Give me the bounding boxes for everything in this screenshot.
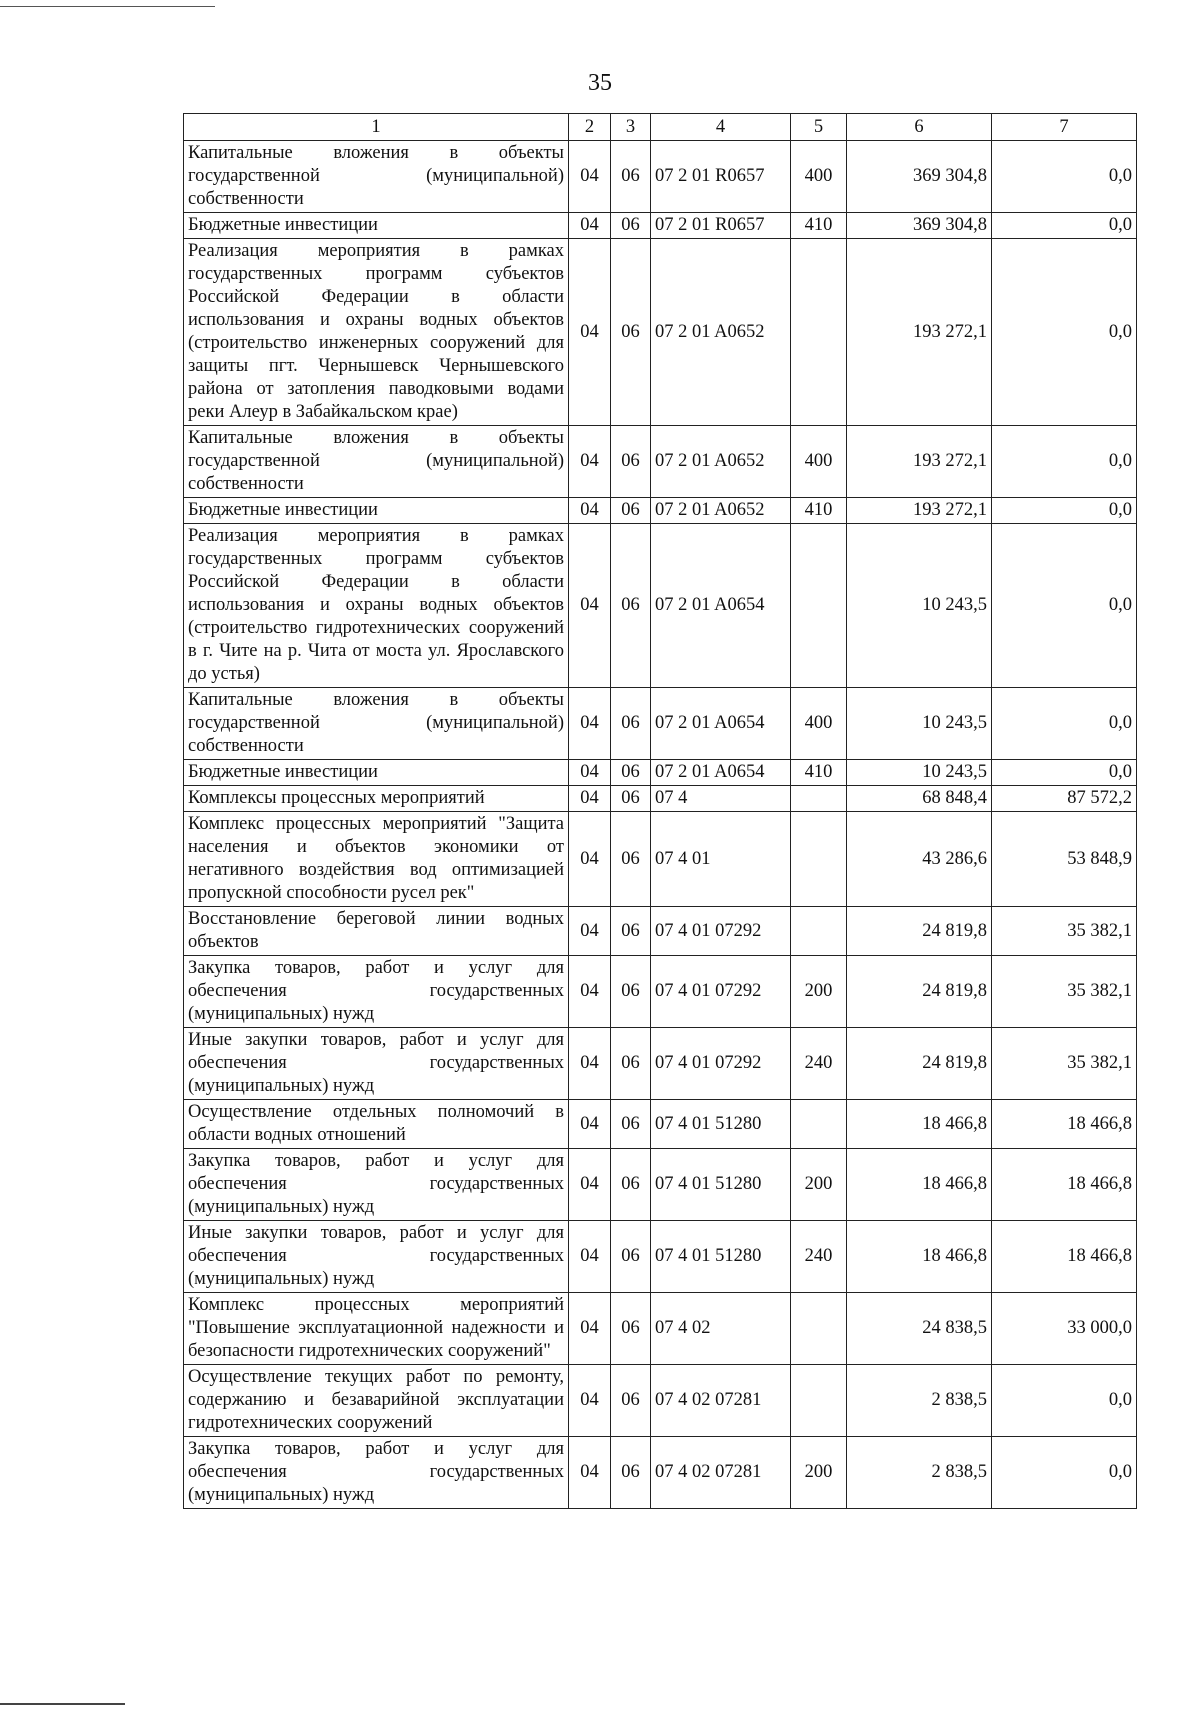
amount-col7-cell: 0,0 [992, 239, 1137, 426]
target-article-cell: 07 2 01 R0657 [651, 213, 791, 239]
item-name-cell: Реализация мероприятия в рамках государственных программ субъектов Российской Федерации в области использования и охраны водных объектов (строительство гидротехнических сооружений в г. Чите на р. Чита от моста ул. Ярославского до устья) [184, 524, 569, 688]
amount-col7-cell: 0,0 [992, 760, 1137, 786]
subsection-code-cell: 06 [611, 239, 651, 426]
table-row [184, 213, 1137, 239]
target-article-cell: 07 2 01 A0652 [651, 426, 791, 498]
item-name-cell: Комплекс процессных мероприятий "Повышение эксплуатационной надежности и безопасности гидротехнических сооружений" [184, 1293, 569, 1365]
amount-col6-cell: 68 848,4 [847, 786, 992, 812]
header-cell-4: 4 [651, 114, 791, 141]
expense-type-cell: 200 [791, 1437, 847, 1509]
target-article-cell: 07 2 01 R0657 [651, 141, 791, 213]
page-number: 35 [588, 70, 612, 96]
amount-col6-cell: 10 243,5 [847, 524, 992, 688]
table-row [184, 786, 1137, 812]
table-row [184, 760, 1137, 786]
expense-type-cell: 410 [791, 213, 847, 239]
item-name-cell: Капитальные вложения в объекты государственной (муниципальной) собственности [184, 141, 569, 213]
table-row [184, 1100, 1137, 1149]
section-code-cell: 04 [569, 426, 611, 498]
amount-col7-cell: 0,0 [992, 524, 1137, 688]
subsection-code-cell: 06 [611, 812, 651, 907]
subsection-code-cell: 06 [611, 141, 651, 213]
subsection-code-cell: 06 [611, 956, 651, 1028]
target-article-cell: 07 2 01 A0652 [651, 239, 791, 426]
table-row [184, 498, 1137, 524]
table-row [184, 907, 1137, 956]
item-name-cell: Осуществление текущих работ по ремонту, содержанию и безаварийной эксплуатации гидротехнических сооружений [184, 1365, 569, 1437]
amount-col7-cell: 35 382,1 [992, 1028, 1137, 1100]
header-cell-2: 2 [569, 114, 611, 141]
target-article-cell: 07 2 01 A0654 [651, 524, 791, 688]
table-row [184, 1028, 1137, 1100]
subsection-code-cell: 06 [611, 1149, 651, 1221]
target-article-cell: 07 4 01 07292 [651, 956, 791, 1028]
section-code-cell: 04 [569, 524, 611, 688]
target-article-cell: 07 4 02 [651, 1293, 791, 1365]
table-body [184, 141, 1137, 1509]
item-name-cell: Осуществление отдельных полномочий в области водных отношений [184, 1100, 569, 1149]
target-article-cell: 07 4 01 51280 [651, 1100, 791, 1149]
table-row [184, 426, 1137, 498]
subsection-code-cell: 06 [611, 426, 651, 498]
target-article-cell: 07 4 02 07281 [651, 1365, 791, 1437]
item-name-cell: Комплексы процессных мероприятий [184, 786, 569, 812]
section-code-cell: 04 [569, 1293, 611, 1365]
amount-col6-cell: 193 272,1 [847, 239, 992, 426]
section-code-cell: 04 [569, 1149, 611, 1221]
section-code-cell: 04 [569, 688, 611, 760]
expense-type-cell: 200 [791, 956, 847, 1028]
amount-col7-cell: 0,0 [992, 141, 1137, 213]
amount-col6-cell: 18 466,8 [847, 1221, 992, 1293]
subsection-code-cell: 06 [611, 688, 651, 760]
target-article-cell: 07 2 01 A0654 [651, 688, 791, 760]
item-name-cell: Закупка товаров, работ и услуг для обеспечения государственных (муниципальных) нужд [184, 956, 569, 1028]
amount-col7-cell: 0,0 [992, 426, 1137, 498]
amount-col6-cell: 2 838,5 [847, 1365, 992, 1437]
budget-table [183, 113, 1137, 1509]
target-article-cell: 07 4 01 [651, 812, 791, 907]
target-article-cell: 07 2 01 A0652 [651, 498, 791, 524]
amount-col6-cell: 43 286,6 [847, 812, 992, 907]
section-code-cell: 04 [569, 760, 611, 786]
subsection-code-cell: 06 [611, 1028, 651, 1100]
target-article-cell: 07 4 02 07281 [651, 1437, 791, 1509]
amount-col7-cell: 0,0 [992, 498, 1137, 524]
amount-col6-cell: 18 466,8 [847, 1100, 992, 1149]
section-code-cell: 04 [569, 786, 611, 812]
amount-col7-cell: 18 466,8 [992, 1221, 1137, 1293]
table-row [184, 956, 1137, 1028]
table-row [184, 1365, 1137, 1437]
amount-col7-cell: 87 572,2 [992, 786, 1137, 812]
section-code-cell: 04 [569, 239, 611, 426]
table-row [184, 141, 1137, 213]
amount-col6-cell: 10 243,5 [847, 760, 992, 786]
item-name-cell: Закупка товаров, работ и услуг для обеспечения государственных (муниципальных) нужд [184, 1149, 569, 1221]
amount-col7-cell: 53 848,9 [992, 812, 1137, 907]
expense-type-cell: 240 [791, 1028, 847, 1100]
expense-type-cell: 400 [791, 426, 847, 498]
amount-col6-cell: 24 819,8 [847, 1028, 992, 1100]
subsection-code-cell: 06 [611, 760, 651, 786]
section-code-cell: 04 [569, 1028, 611, 1100]
amount-col7-cell: 0,0 [992, 213, 1137, 239]
section-code-cell: 04 [569, 1437, 611, 1509]
amount-col6-cell: 18 466,8 [847, 1149, 992, 1221]
section-code-cell: 04 [569, 498, 611, 524]
amount-col6-cell: 193 272,1 [847, 498, 992, 524]
section-code-cell: 04 [569, 213, 611, 239]
target-article-cell: 07 4 [651, 786, 791, 812]
amount-col7-cell: 35 382,1 [992, 907, 1137, 956]
item-name-cell: Реализация мероприятия в рамках государственных программ субъектов Российской Федерации в области использования и охраны водных объектов (строительство инженерных сооружений для защиты пгт. Чернышевск Чернышевского района от затопления паводковыми водами реки Алеур в Забайкальском крае) [184, 239, 569, 426]
amount-col6-cell: 24 838,5 [847, 1293, 992, 1365]
table-row [184, 688, 1137, 760]
expense-type-cell [791, 239, 847, 426]
expense-type-cell: 400 [791, 141, 847, 213]
amount-col7-cell: 0,0 [992, 688, 1137, 760]
table-row [184, 1221, 1137, 1293]
item-name-cell: Восстановление береговой линии водных объектов [184, 907, 569, 956]
target-article-cell: 07 4 01 51280 [651, 1149, 791, 1221]
amount-col7-cell: 0,0 [992, 1437, 1137, 1509]
amount-col7-cell: 35 382,1 [992, 956, 1137, 1028]
section-code-cell: 04 [569, 956, 611, 1028]
expense-type-cell: 410 [791, 498, 847, 524]
target-article-cell: 07 4 01 07292 [651, 1028, 791, 1100]
item-name-cell: Комплекс процессных мероприятий "Защита населения и объектов экономики от негативного воздействия вод оптимизацией пропускной способности русел рек" [184, 812, 569, 907]
table-row [184, 812, 1137, 907]
subsection-code-cell: 06 [611, 498, 651, 524]
expense-type-cell [791, 1293, 847, 1365]
subsection-code-cell: 06 [611, 907, 651, 956]
subsection-code-cell: 06 [611, 213, 651, 239]
amount-col6-cell: 369 304,8 [847, 213, 992, 239]
subsection-code-cell: 06 [611, 1437, 651, 1509]
expense-type-cell [791, 1365, 847, 1437]
table-row [184, 1437, 1137, 1509]
item-name-cell: Закупка товаров, работ и услуг для обеспечения государственных (муниципальных) нужд [184, 1437, 569, 1509]
header-row [184, 114, 1137, 141]
subsection-code-cell: 06 [611, 1293, 651, 1365]
amount-col6-cell: 10 243,5 [847, 688, 992, 760]
amount-col6-cell: 24 819,8 [847, 907, 992, 956]
top-scan-rule [0, 6, 215, 7]
header-cell-6: 6 [847, 114, 992, 141]
section-code-cell: 04 [569, 812, 611, 907]
subsection-code-cell: 06 [611, 1365, 651, 1437]
subsection-code-cell: 06 [611, 1221, 651, 1293]
amount-col7-cell: 18 466,8 [992, 1149, 1137, 1221]
subsection-code-cell: 06 [611, 786, 651, 812]
target-article-cell: 07 4 01 07292 [651, 907, 791, 956]
section-code-cell: 04 [569, 1100, 611, 1149]
expense-type-cell [791, 786, 847, 812]
item-name-cell: Капитальные вложения в объекты государственной (муниципальной) собственности [184, 688, 569, 760]
expense-type-cell [791, 524, 847, 688]
item-name-cell: Иные закупки товаров, работ и услуг для обеспечения государственных (муниципальных) нужд [184, 1028, 569, 1100]
header-cell-5: 5 [791, 114, 847, 141]
header-cell-7: 7 [992, 114, 1137, 141]
expense-type-cell [791, 1100, 847, 1149]
subsection-code-cell: 06 [611, 524, 651, 688]
table-row [184, 1149, 1137, 1221]
amount-col6-cell: 193 272,1 [847, 426, 992, 498]
header-cell-3: 3 [611, 114, 651, 141]
section-code-cell: 04 [569, 1365, 611, 1437]
amount-col6-cell: 2 838,5 [847, 1437, 992, 1509]
item-name-cell: Бюджетные инвестиции [184, 498, 569, 524]
expense-type-cell [791, 812, 847, 907]
table-row [184, 239, 1137, 426]
expense-type-cell [791, 907, 847, 956]
expense-type-cell: 400 [791, 688, 847, 760]
item-name-cell: Бюджетные инвестиции [184, 760, 569, 786]
subsection-code-cell: 06 [611, 1100, 651, 1149]
item-name-cell: Иные закупки товаров, работ и услуг для обеспечения государственных (муниципальных) нужд [184, 1221, 569, 1293]
expense-type-cell: 410 [791, 760, 847, 786]
table-row [184, 524, 1137, 688]
table-row [184, 1293, 1137, 1365]
section-code-cell: 04 [569, 907, 611, 956]
amount-col6-cell: 369 304,8 [847, 141, 992, 213]
target-article-cell: 07 2 01 A0654 [651, 760, 791, 786]
section-code-cell: 04 [569, 141, 611, 213]
target-article-cell: 07 4 01 51280 [651, 1221, 791, 1293]
bottom-scan-rule [0, 1703, 125, 1705]
section-code-cell: 04 [569, 1221, 611, 1293]
expense-type-cell: 200 [791, 1149, 847, 1221]
header-cell-1: 1 [184, 114, 569, 141]
amount-col7-cell: 33 000,0 [992, 1293, 1137, 1365]
amount-col6-cell: 24 819,8 [847, 956, 992, 1028]
expense-type-cell: 240 [791, 1221, 847, 1293]
amount-col7-cell: 0,0 [992, 1365, 1137, 1437]
amount-col7-cell: 18 466,8 [992, 1100, 1137, 1149]
item-name-cell: Бюджетные инвестиции [184, 213, 569, 239]
item-name-cell: Капитальные вложения в объекты государственной (муниципальной) собственности [184, 426, 569, 498]
